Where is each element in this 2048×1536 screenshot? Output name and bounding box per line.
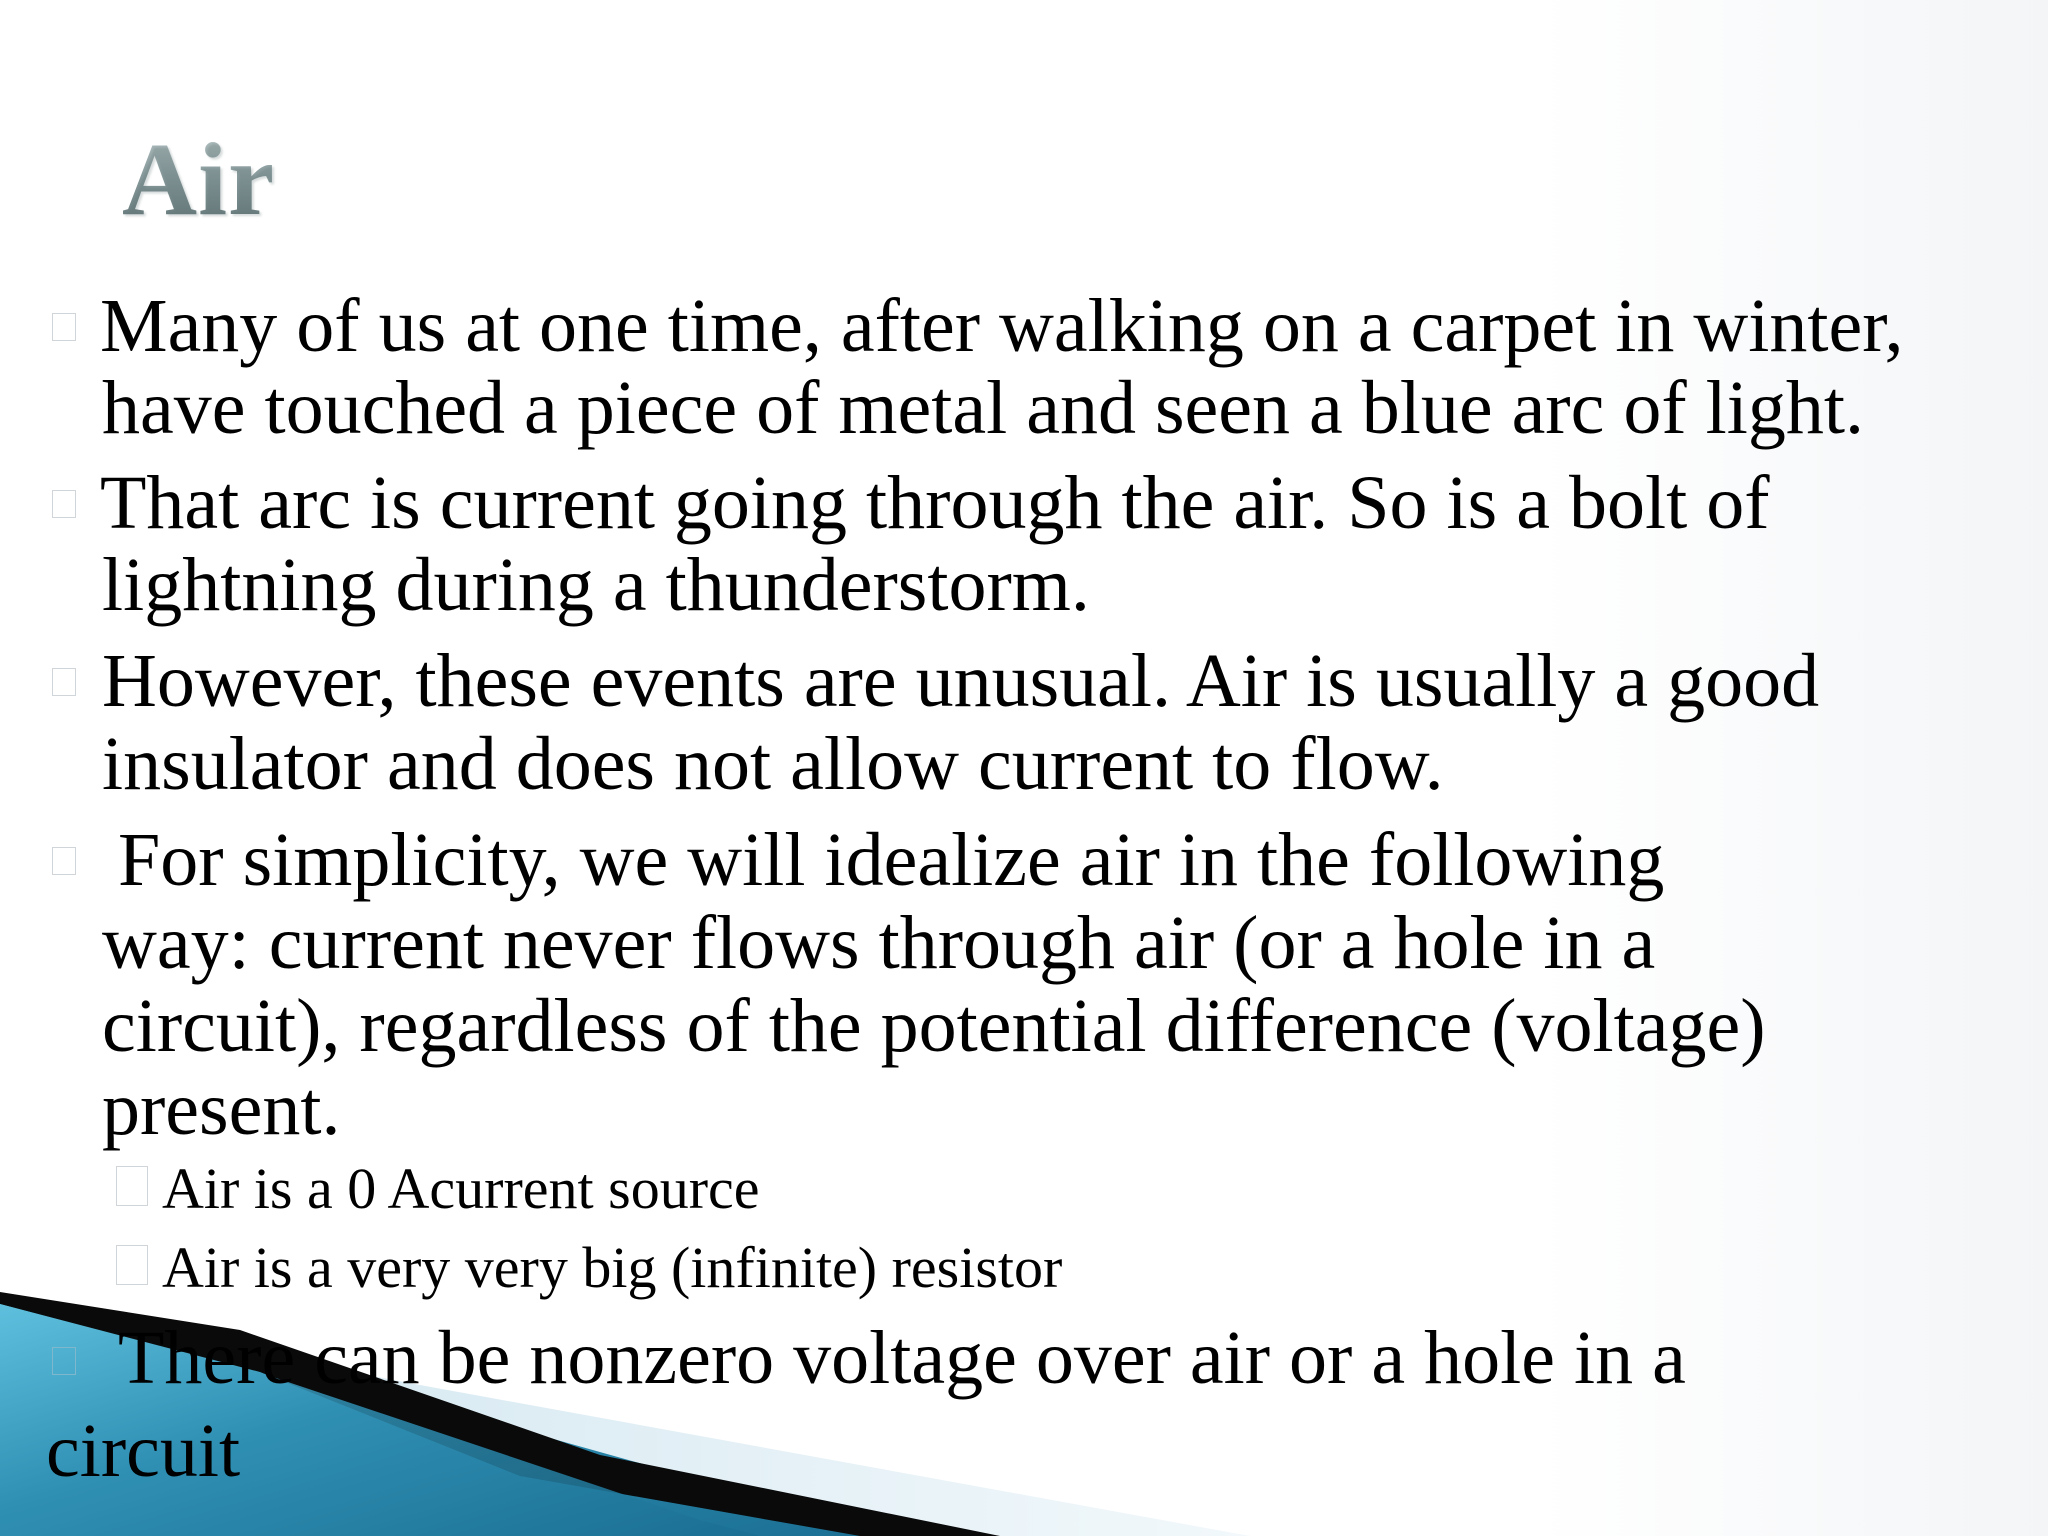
square-bullet-icon bbox=[116, 1245, 148, 1285]
square-bullet-icon bbox=[52, 847, 76, 875]
bullet-line: have touched a piece of metal and seen a blue arc of light. bbox=[102, 366, 1864, 450]
bullet-line: circuit), regardless of the potential difference (voltage) bbox=[102, 984, 1766, 1068]
bullet-line: For simplicity, we will idealize air in the following bbox=[118, 818, 1665, 902]
square-bullet-icon bbox=[52, 490, 76, 518]
square-bullet-icon bbox=[52, 1347, 76, 1375]
bullet-line: Many of us at one time, after walking on a carpet in winter, bbox=[100, 284, 1904, 368]
bullet-line: way: current never flows through air (or a hole in a bbox=[102, 901, 1656, 985]
square-bullet-icon bbox=[116, 1166, 148, 1206]
subbullet-line: Air is a 0 Acurrent source bbox=[162, 1156, 760, 1221]
slide-title: Air bbox=[122, 122, 276, 237]
square-bullet-icon bbox=[52, 313, 76, 341]
bullet-line: That arc is current going through the air. So is a bolt of bbox=[100, 461, 1770, 545]
bullet-line: However, these events are unusual. Air is usually a good bbox=[102, 639, 1820, 723]
bullet-line: insulator and does not allow current to flow. bbox=[102, 722, 1444, 806]
bullet-line: lightning during a thunderstorm. bbox=[102, 543, 1090, 627]
bullet-line: circuit bbox=[46, 1409, 241, 1493]
square-bullet-icon bbox=[52, 668, 76, 696]
subbullet-line: Air is a very very big (infinite) resistor bbox=[162, 1235, 1063, 1300]
bullet-line: There can be nonzero voltage over air or a hole in a bbox=[118, 1316, 1686, 1400]
bullet-line: present. bbox=[102, 1067, 341, 1151]
